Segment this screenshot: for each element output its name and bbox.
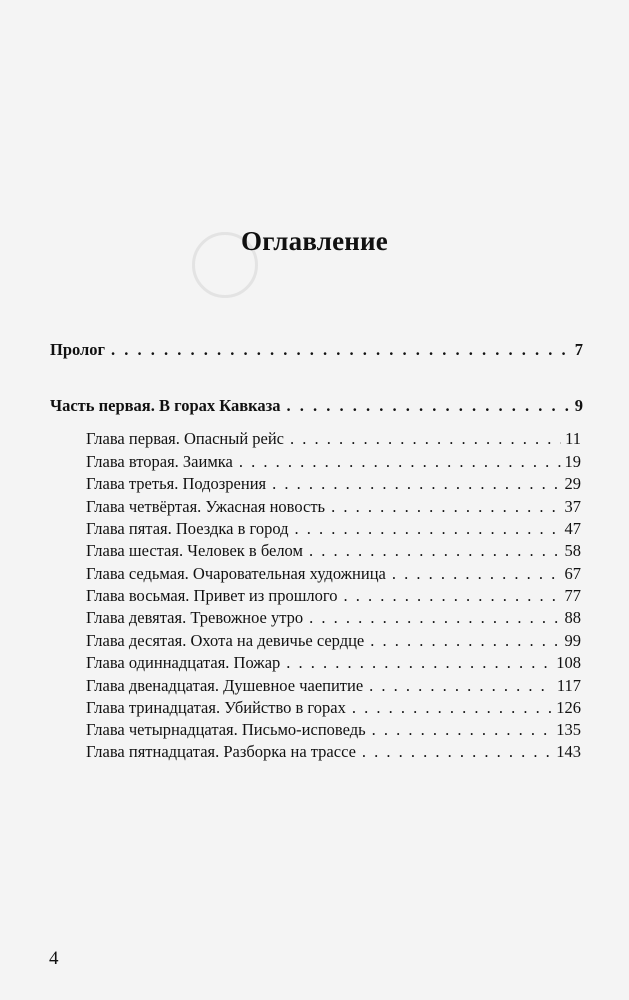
toc-entry-page: 108 [556, 653, 581, 672]
toc-entry-chapter [86, 519, 581, 539]
leader-dots [331, 497, 560, 517]
leader-dots [372, 720, 553, 740]
leader-dots [309, 608, 560, 628]
toc-entry-chapter [86, 474, 581, 494]
toc-entry-part-one [50, 396, 583, 416]
toc-entry-label: Глава вторая. Заимка [86, 452, 233, 471]
toc-entry-chapter [86, 564, 581, 584]
toc-entry-chapter [86, 586, 581, 606]
toc-entry-chapter [86, 429, 581, 449]
toc-entry-label: Глава третья. Подозрения [86, 474, 267, 493]
page-number: 4 [49, 948, 59, 969]
toc-entry-page: 47 [564, 519, 581, 538]
toc-entry-page: 7 [574, 340, 583, 359]
page-title: Оглавление [241, 226, 388, 256]
toc-entry-page: 126 [556, 698, 581, 717]
toc-entry-page: 135 [556, 720, 581, 739]
toc-entry-page: 99 [564, 631, 581, 650]
toc-entry-chapter [86, 698, 581, 718]
toc-entry-chapter [86, 720, 581, 740]
toc-entry-label: Глава пятнадцатая. Разборка на трассе [86, 742, 356, 761]
leader-dots [344, 586, 561, 606]
toc-entry-chapter [86, 608, 581, 628]
toc-entry-chapter [86, 497, 581, 517]
toc-entry-label: Глава одиннадцатая. Пожар [86, 653, 281, 672]
toc-entry-page: 9 [574, 396, 583, 415]
toc-entry-page: 67 [564, 564, 581, 583]
leader-dots [290, 429, 561, 449]
toc-entry-label: Глава двенадцатая. Душевное чаепитие [86, 676, 364, 695]
toc-entry-page: 11 [565, 429, 581, 448]
leader-dots [239, 452, 561, 472]
leader-dots [287, 396, 571, 416]
toc-entry-label: Глава седьмая. Очаровательная художница [86, 564, 386, 583]
leader-dots [272, 474, 560, 494]
toc-entry-label: Глава четвёртая. Ужасная новость [86, 497, 326, 516]
toc-entry-label: Глава восьмая. Привет из прошлого [86, 586, 338, 605]
toc-entry-chapter [86, 742, 581, 762]
toc-entry-label: Часть первая. В горах Кавказа [50, 396, 281, 415]
toc-entry-page: 19 [564, 452, 581, 471]
toc-entry-label: Глава шестая. Человек в белом [86, 541, 303, 560]
leader-dots [295, 519, 561, 539]
toc-entry-page: 88 [564, 608, 581, 627]
toc-entry-page: 117 [556, 676, 581, 695]
toc-entry-label: Глава девятая. Тревожное утро [86, 608, 304, 627]
toc-entry-page: 58 [564, 541, 581, 560]
toc-entry-label: Глава десятая. Охота на девичье сердце [86, 631, 365, 650]
toc-entry-label: Глава первая. Опасный рейс [86, 429, 285, 448]
toc-entry-chapter [86, 452, 581, 472]
toc-entry-chapter [86, 653, 581, 673]
leader-dots [392, 564, 561, 584]
toc-entry-page: 143 [556, 742, 581, 761]
toc-entry-chapter [86, 676, 581, 696]
leader-dots [370, 631, 560, 651]
toc-entry-label: Глава четырнадцатая. Письмо-исповедь [86, 720, 366, 739]
leader-dots [369, 676, 553, 696]
leader-dots [286, 653, 552, 673]
toc-entry-page: 37 [564, 497, 581, 516]
toc-entry-page: 77 [564, 586, 581, 605]
toc-entry-chapter [86, 631, 581, 651]
leader-dots [362, 742, 552, 762]
toc-entry-label: Пролог [50, 340, 106, 359]
toc-entry-chapter [86, 541, 581, 561]
leader-dots [352, 698, 552, 718]
toc-entry-label: Глава пятая. Поездка в город [86, 519, 289, 538]
toc-entry-page: 29 [564, 474, 581, 493]
leader-dots [111, 340, 571, 360]
toc-entry-label: Глава тринадцатая. Убийство в горах [86, 698, 346, 717]
leader-dots [309, 541, 561, 561]
toc-entry-prologue [50, 340, 583, 360]
